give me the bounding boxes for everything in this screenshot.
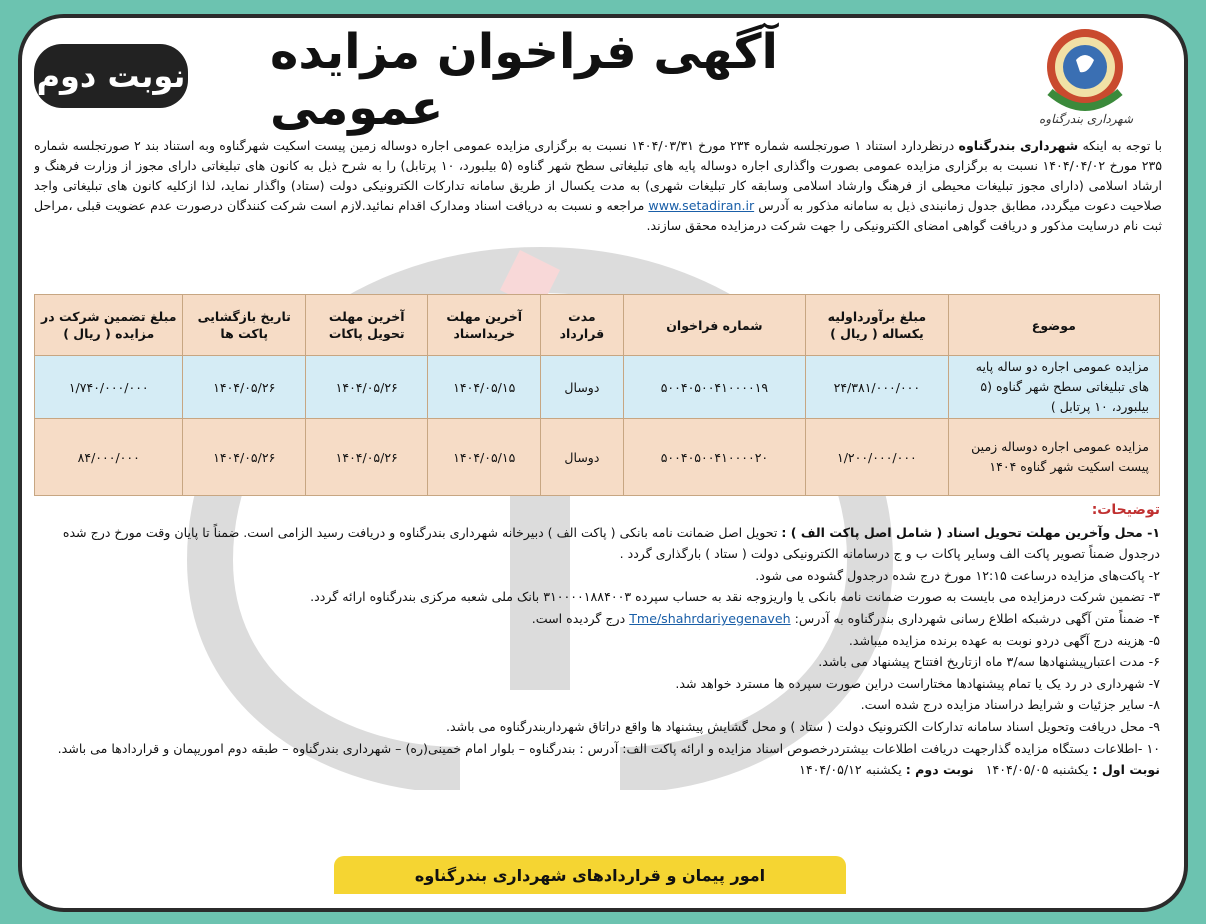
note-1 xyxy=(34,522,1160,565)
row1-call-number: ۵۰۰۴۰۵۰۰۴۱۰۰۰۰۱۹ xyxy=(623,356,805,419)
first-notice-date: یکشنبه ۱۴۰۴/۰۵/۰۵ xyxy=(985,762,1093,778)
publication-dates xyxy=(34,759,1160,781)
row1-duration: دوسال xyxy=(541,356,624,419)
header-doc-deadline: آخرین مهلت خریداسناد xyxy=(428,295,541,356)
second-notice-label: نوبت دوم : xyxy=(905,762,974,778)
note-4-tail: درج گردیده است. xyxy=(531,610,630,626)
note-8: ۸- سایر جزئیات و شرایط دراسناد مزایده درج شده است. xyxy=(860,697,1160,713)
row2-estimate: ۱/۲۰۰/۰۰۰/۰۰۰ xyxy=(806,419,949,496)
table-row xyxy=(35,356,1160,419)
setadiran-link[interactable]: www.setadiran.ir xyxy=(648,198,755,213)
row2-delivery-deadline: ۱۴۰۴/۰۵/۲۶ xyxy=(305,419,427,496)
row2-duration: دوسال xyxy=(541,419,624,496)
row1-doc-deadline: ۱۴۰۴/۰۵/۱۵ xyxy=(428,356,541,419)
notes-section xyxy=(34,500,1160,856)
header-delivery-deadline: آخرین مهلت تحویل پاکات xyxy=(305,295,427,356)
footer-department-bar: امور پیمان و قراردادهای شهرداری بندرگناوه xyxy=(334,856,846,894)
row1-subject: مزایده عمومی اجاره دو ساله پایه های تبلیغاتی سطح شهر گناوه (۵ بیلبورد، ۱۰ پرتابل ) xyxy=(948,356,1159,419)
second-notice-badge: نوبت دوم xyxy=(34,44,188,108)
intro-municipality: شهرداری بندرگناوه xyxy=(958,138,1079,153)
row1-opening-date: ۱۴۰۴/۰۵/۲۶ xyxy=(183,356,305,419)
row2-opening-date: ۱۴۰۴/۰۵/۲۶ xyxy=(183,419,305,496)
intro-text-3: مراجعه و نسبت به دریافت اسناد ومدارک اقدام نمائید.لازم است شرکت کنندگان درصورت عدم عضویت قبلی ،مراحل ثبت نام درسایت مذکور و دریافت گواهی امضای الکترونیکی را جهت شرکت درمزایده محقق سازند. xyxy=(34,198,1162,233)
note-3: ۳- تضمین شرکت درمزایده می بایست به صورت ضمانت نامه بانکی یا واریزوجه نقد به حساب سپرده ۳۱۰۰۰۰۱۸۸۴۰۰۳ بانک ملی شعبه مرکزی بندرگناوه ارائه گردد. xyxy=(310,589,1160,605)
row1-estimate: ۲۴/۳۸۱/۰۰۰/۰۰۰ xyxy=(806,356,949,419)
auction-table xyxy=(34,294,1160,496)
note-10: ۱۰ -اطلاعات دستگاه مزایده گذارجهت دریافت اطلاعات بیشتردرخصوص اسناد مزایده و ارائه پاکت الف: آدرس : بندرگناوه – بلوار امام خمینی(ره) – شهرداری بندرگناوه – طبقه دوم اموریپمان و قراردادها می باشد. xyxy=(57,740,1160,756)
logo-caption: شهرداری بندرگناوه xyxy=(1038,112,1133,126)
telegram-link[interactable]: Tme/shahrdariyegenaveh xyxy=(629,610,791,626)
note-5: ۵- هزینه درج آگهی دردو نوبت به عهده برنده مزایده میباشد. xyxy=(848,632,1160,648)
first-notice-label: نوبت اول : xyxy=(1092,762,1160,778)
header-duration: مدت قرارداد xyxy=(541,295,624,356)
note-1-heading: ۱- محل وآخرین مهلت تحویل اسناد ( شامل اصل پاکت الف ) : xyxy=(781,524,1160,540)
note-4 xyxy=(34,608,1160,630)
table-header-row xyxy=(35,295,1160,356)
intro-text-2: درنظردارد استناد ۱ صورتجلسه شماره ۲۳۴ مورخ ۱۴۰۴/۰۳/۳۱ نسبت به برگزاری مزایده عمومی اجاره دوساله زمین پیست اسکیت شهرگناوه وبه استناد بند ۲ صورتجلسه شماره ۲۳۵ مورخ ۱۴۰۴/۰۴/۰۲ نسبت به برگزاری مزایده عمومی بصورت واگذاری اجاره دوساله پایه های تبلیغاتی سطح شهر گناوه (۵ بیلبورد، ۱۰ پرتابل) را به شرح ذیل به کانون های تبلیغاتی دارای مجوز از وزارت فرهنگ و ارشاد اسلامی (دارای مجوز تبلیغات محیطی از فرهنگ وارشاد اسلامی وسابقه کار تبلیغات شهری) به مدت یکسال از طریق سامانه تدارکات الکترونیکی دولت (ستاد) واگذار نماید، لذا ازکلیه کانون های تبلیغاتی واجد صلاحیت دعوت میگردد، مطابق جدول زمانبندی ذیل به سامانه مذکور به آدرس xyxy=(34,138,1162,213)
row2-call-number: ۵۰۰۴۰۵۰۰۴۱۰۰۰۰۲۰ xyxy=(623,419,805,496)
note-4-text: ۴- ضمناً متن آگهی درشبکه اطلاع رسانی شهرداری بندرگناوه به آدرس: xyxy=(790,610,1160,626)
row2-subject: مزایده عمومی اجاره دوساله زمین پیست اسکیت شهر گناوه ۱۴۰۴ xyxy=(948,419,1159,496)
second-notice-date: یکشنبه ۱۴۰۴/۰۵/۱۲ xyxy=(799,762,906,778)
intro-text-1: با توجه به اینکه xyxy=(1078,138,1162,153)
note-2: ۲- پاکت‌های مزایده درساعت ۱۲:۱۵ مورخ درج شده درجدول گشوده می شود. xyxy=(755,567,1160,583)
header-subject: موضوع xyxy=(948,295,1159,356)
notes-title: توضیحات: xyxy=(1091,502,1160,518)
row2-guarantee: ۸۴/۰۰۰/۰۰۰ xyxy=(35,419,183,496)
row1-delivery-deadline: ۱۴۰۴/۰۵/۲۶ xyxy=(305,356,427,419)
row1-guarantee: ۱/۷۴۰/۰۰۰/۰۰۰ xyxy=(35,356,183,419)
note-6: ۶- مدت اعتبارپیشنهادها سه/۳ ماه ازتاریخ افتتاح پیشنهاد می باشد. xyxy=(818,654,1160,670)
row2-doc-deadline: ۱۴۰۴/۰۵/۱۵ xyxy=(428,419,541,496)
page-title: آگهی فراخوان مزایده عمومی xyxy=(270,24,779,136)
header-guarantee: مبلغ تضمین شرکت در مزایده ( ریال ) xyxy=(35,295,183,356)
note-7: ۷- شهرداری در رد یک یا تمام پیشنهادها مختاراست دراین صورت سپرده ها مسترد خواهد شد. xyxy=(675,675,1160,691)
note-9: ۹- محل دریافت وتحویل اسناد سامانه تدارکات الکترونیک دولت ( ستاد ) و محل گشایش پیشنهاد ها واقع دراتاق شهرداربندرگناوه می باشد. xyxy=(446,718,1160,734)
table-row xyxy=(35,419,1160,496)
header-call-number: شماره فراخوان xyxy=(623,295,805,356)
header-estimate: مبلغ برآورداولیه یکساله ( ریال ) xyxy=(806,295,949,356)
note-1-text: تحویل اصل ضمانت نامه بانکی ( پاکت الف ) دبیرخانه شهرداری بندرگناوه و دریافت رسید الزامی است. ضمناً تا پایان وقت مورخ درج شده درجدول ضمناً تصویر پاکت الف وسایر پاکات ب و ج درسامانه الکترونیکی دولت ( ستاد ) بارگذاری گردد . xyxy=(62,524,1160,562)
header-opening-date: تاریخ بازگشایی پاکت ها xyxy=(183,295,305,356)
intro-paragraph xyxy=(34,136,1162,292)
